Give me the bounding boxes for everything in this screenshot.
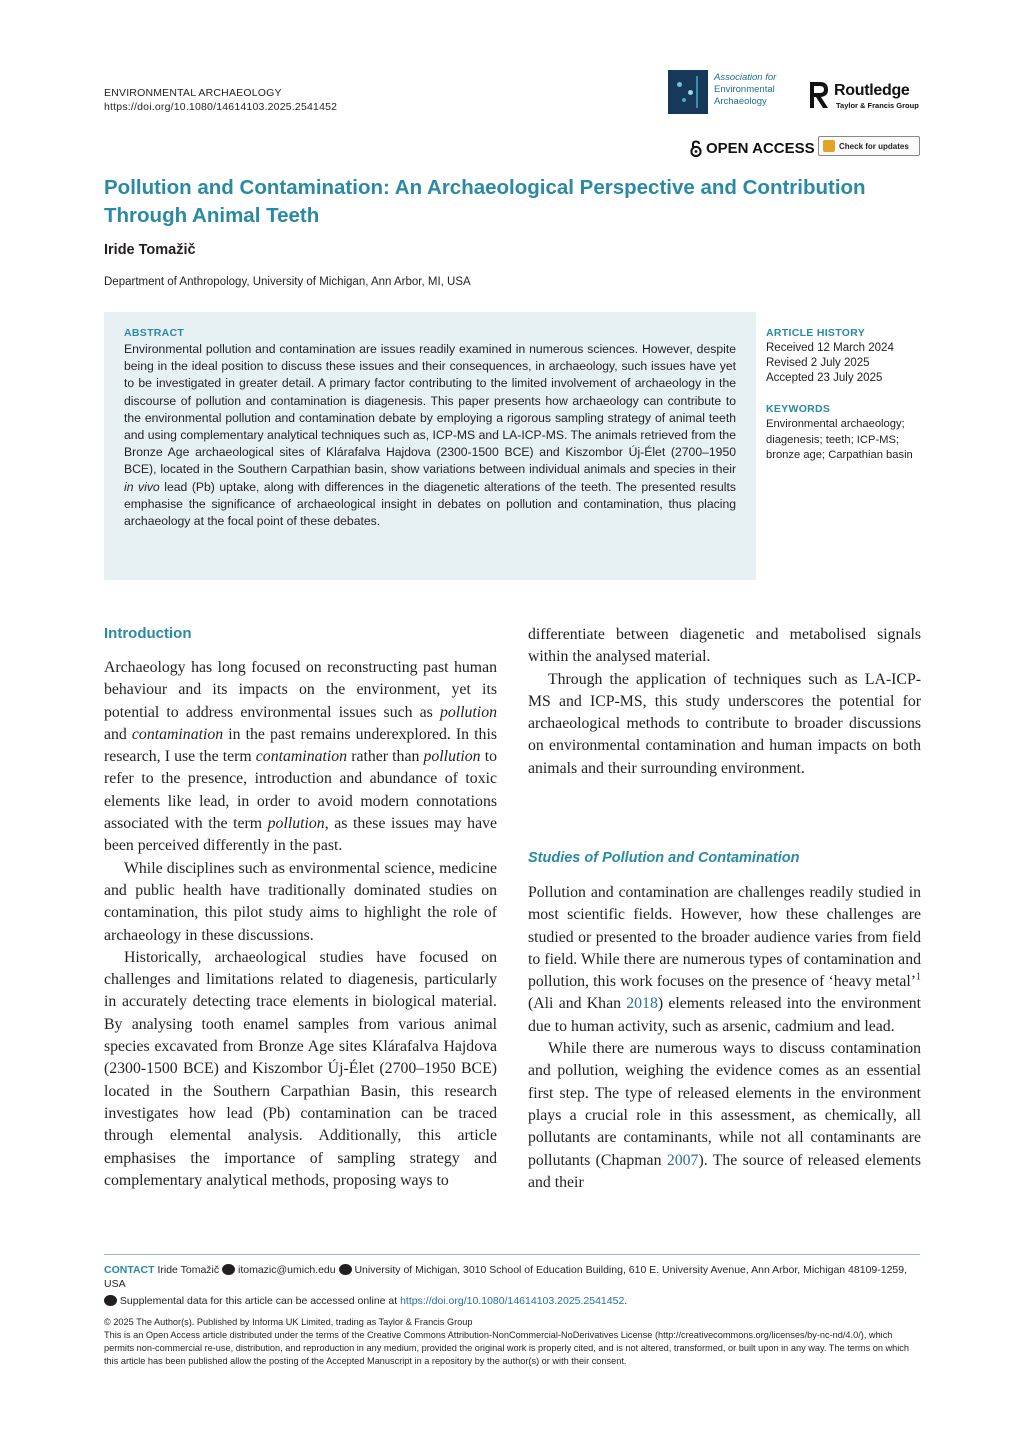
intro-paragraph-1: Archaeology has long focused on reconstructing past human behaviour and its impacts on the environment, yet its potential to address environmental issues such as pollution and contamination in the past remains underexplored. In this research, I use the term contamination rather than pollution to refer to the presence, introduction and abundance of toxic elements like lead, in order to avoid modern connotations associated with the term pollution, as these issues may have been perceived differently in the past. <box>104 659 498 855</box>
email-icon <box>222 1264 235 1275</box>
article-history-heading: ARTICLE HISTORY <box>766 327 866 339</box>
open-access-label: OPEN ACCESS <box>706 140 815 157</box>
abstract-text: Environmental pollution and contamination are issues readily examined in numerous sciences. However, despite being in the ideal position to discuss these issues and their consequences, in archaeology, such issues have yet to be investigated in greater detail. A primary factor contributing to the limited involvement of archaeology in the discourse of pollution and contamination is diagenesis. This paper presents how archaeology can contribute to the environmental pollution and contamination debate by employing a rigorous sampling strategy of animal teeth and using complementary analytical techniques such as, ICP-MS and LA-ICP-MS. The animals retrieved from the Bronze Age archaeological sites of Klárafalva Hajdova (2300-1500 BCE) and Kiszombor Új-Élet (2700–1950 BCE), located in the Southern Carpathian basin, show variations between individual animals and species in their in vivo lead (Pb) uptake, along with differences in the diagenetic alterations of the teeth. The presented results emphasise the significance of archaeological insight in debates on pollution and contamination, thus placing archaeology at the focal point of these debates. <box>124 342 736 529</box>
license-link[interactable]: http://creativecommons.org/licenses/by-nc-nd/4.0/ <box>658 1330 861 1340</box>
introduction-heading: Introduction <box>104 625 192 642</box>
contact-line <box>104 1263 924 1291</box>
license-text: This is an Open Access article distributed under the terms of the Creative Commons Attribution-NonCommercial-NoDerivatives License (http://creativecommons.org/licenses/by-nc-nd/4.0/), which permits non-commercial re-use, distribution, and reproduction in any medium, provided the original work is properly cited, and is not altered, transformed, or built upon in any way. The terms on which this article has been published allow the posting of the Accepted Manuscript in a repository by the author(s) or with their consent. <box>104 1330 909 1366</box>
supplemental-link[interactable]: https://doi.org/10.1080/14614103.2025.2541452 <box>400 1295 625 1307</box>
check-updates-label: Check for updates <box>839 141 909 151</box>
aea-line-2: Environmental <box>714 84 775 95</box>
journal-header <box>104 86 337 114</box>
publisher-name: Routledge <box>834 82 910 99</box>
check-for-updates-button[interactable] <box>818 136 920 156</box>
article-author: Iride Tomažič <box>104 242 196 258</box>
publisher-sub: Taylor & Francis Group <box>836 101 919 110</box>
right-paragraph-2: Through the application of techniques such as LA-ICP-MS and ICP-MS, this study underscores the potential for archaeological methods to contribute to broader discussions on environmental contamination and human impacts on both animals and their surrounding environment. <box>528 670 921 777</box>
history-accepted: Accepted 23 July 2025 <box>766 372 883 384</box>
copyright-line: © 2025 The Author(s). Published by Informa UK Limited, trading as Taylor & Francis Group <box>104 1317 473 1327</box>
open-access-lock-icon <box>690 140 702 157</box>
contact-email[interactable]: itomazic@umich.edu <box>237 1264 336 1276</box>
footnote-marker[interactable]: 1 <box>916 971 921 983</box>
right-column-bottom <box>528 882 921 1194</box>
left-column <box>104 657 497 1192</box>
studies-subheading: Studies of Pollution and Contamination <box>528 850 800 866</box>
aea-logo-text <box>714 72 776 108</box>
contact-address: University of Michigan, 3010 School of Education Building, 610 E. University Avenue, Ann Arbor, Michigan 48109-1259, USA <box>104 1264 908 1290</box>
right-paragraph-4: While there are numerous ways to discuss contamination and pollution, weighing the evidence comes as an essential first step. The type of released elements in the environment plays a crucial role in this assessment, as chemically, all pollutants are contaminants, while not all contaminants are pollutants (Chapman 2007). The source of released elements and their <box>528 1040 921 1191</box>
intro-paragraph-2: While disciplines such as environmental science, medicine and public health have traditionally dominated studies on contamination, this pilot study aims to highlight the role of archaeology in these discussions. <box>104 859 497 944</box>
aea-line-1: Association for <box>714 72 777 83</box>
supplemental-icon <box>104 1295 117 1306</box>
address-icon <box>339 1264 352 1275</box>
author-affiliation: Department of Anthropology, University of Michigan, Ann Arbor, MI, USA <box>104 276 471 288</box>
abstract-heading: ABSTRACT <box>124 327 185 339</box>
supplemental-end: . <box>624 1295 628 1307</box>
check-updates-icon <box>823 140 835 152</box>
right-paragraph-3: Pollution and contamination are challenges readily studied in most scientific fields. However, how these challenges are studied or presented to the broader audience varies from field to field. While there are numerous types of contamination and pollution, this work focuses on the presence of ‘heavy metal’$^1$ (Ali and Khan 2018) elements released into the environment due to human activity, such as arsenic, cadmium and lead. <box>528 884 921 1035</box>
right-paragraph-1: differentiate between diagenetic and metabolised signals within the analysed material. <box>528 626 921 666</box>
citation-link-ali-khan[interactable]: 2018 <box>626 995 658 1013</box>
journal-name: ENVIRONMENTAL ARCHAEOLOGY <box>104 87 282 99</box>
footer-divider <box>104 1254 920 1255</box>
keywords-text: Environmental archaeology; diagenesis; teeth; ICP-MS; bronze age; Carpathian basin <box>766 418 913 461</box>
keywords-heading: KEYWORDS <box>766 403 831 415</box>
supplemental-line <box>104 1294 924 1308</box>
history-received: Received 12 March 2024 <box>766 342 894 354</box>
citation-link-chapman[interactable]: 2007 <box>666 1151 699 1169</box>
right-column-top <box>528 624 921 780</box>
history-revised: Revised 2 July 2025 <box>766 357 870 369</box>
routledge-logo-icon <box>808 80 830 110</box>
contact-label: CONTACT <box>104 1264 155 1276</box>
intro-paragraph-3: Historically, archaeological studies have focused on challenges and limitations related to diagenesis, particularly in accurately detecting trace elements in biological material. By analysing tooth enamel samples from various animal species excavated from Bronze Age sites Klárafalva Hajdova (2300-1500 BCE) and Kiszombor Új-Élet (2700–1950 BCE) located in the Southern Carpathian Basin, this research investigates how lead (Pb) contamination can be traced through elemental analysis. Additionally, this article emphasises the importance of sampling strategy and complementary analytical methods, proposing ways to <box>104 948 497 1189</box>
contact-name: Iride Tomažič <box>157 1264 220 1276</box>
aea-line-3: Archaeology <box>714 96 767 107</box>
aea-logo-icon <box>668 70 708 114</box>
open-access-badge <box>690 140 815 157</box>
journal-doi-link[interactable]: https://doi.org/10.1080/14614103.2025.2541452 <box>104 101 338 113</box>
article-title: Pollution and Contamination: An Archaeological Perspective and Contribution Through Animal Teeth <box>104 176 866 227</box>
supplemental-text: Supplemental data for this article can be accessed online at <box>119 1295 401 1307</box>
